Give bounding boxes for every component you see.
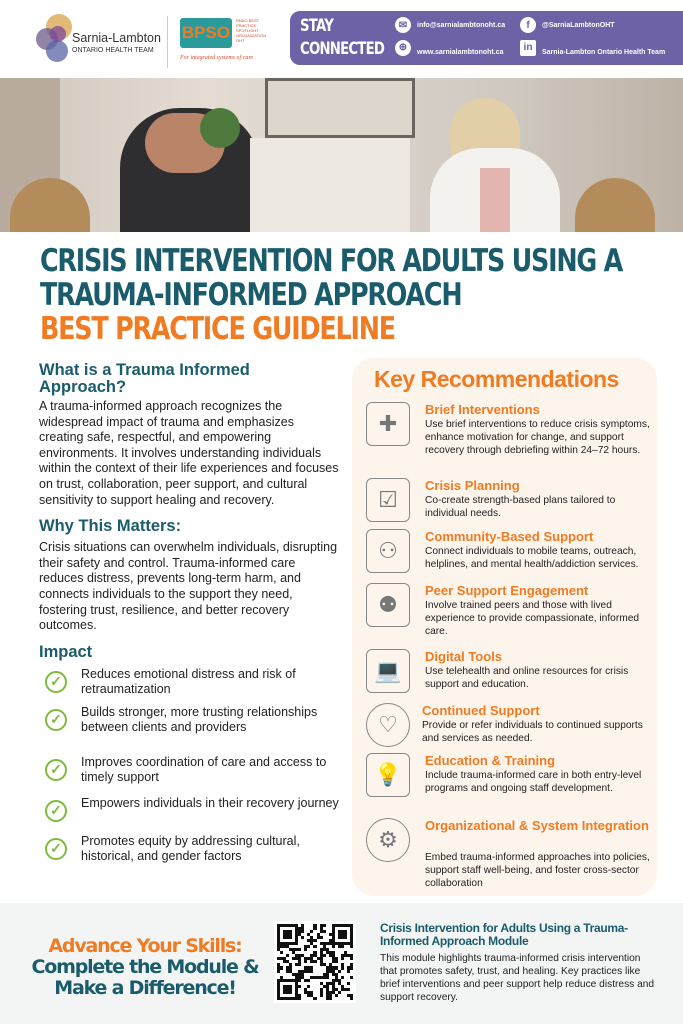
check-icon: ✓ bbox=[45, 838, 67, 860]
check-icon: ✓ bbox=[45, 759, 67, 781]
impact-item: ✓ Empowers individuals in their recovery journey bbox=[39, 796, 339, 834]
footer bbox=[0, 903, 683, 1024]
header bbox=[0, 0, 683, 78]
impact-item: ✓ Reduces emotional distress and risk of retraumatization bbox=[39, 667, 339, 705]
bpso-book-icon: BPSO bbox=[180, 18, 232, 48]
heart-hand-cycle-icon: ♡ bbox=[366, 703, 410, 747]
bpso-logo: BPSO RNAO BEST PRACTICE SPOTLIGHT ORGANIZATION OHT For integrated systems of care bbox=[180, 18, 267, 61]
recommendations-title: Key Recommendations bbox=[374, 366, 619, 392]
org-subtitle: ONTARIO HEALTH TEAM bbox=[72, 47, 154, 54]
linkedin-icon: in bbox=[520, 40, 536, 56]
what-text: A trauma-informed approach recognizes the widespread impact of trauma and emphasizes creating safe, respectful, and empowering environments. It involves understanding individuals within the context of their life experiences and focuses on trust, collaboration, peer support, and cultural sensitivity to support healing and recovery. bbox=[39, 399, 339, 507]
email-link[interactable]: ✉ info@sarnialambtonoht.ca bbox=[395, 17, 505, 33]
check-icon: ✓ bbox=[45, 671, 67, 693]
checklist-warning-icon: ☑ bbox=[366, 478, 410, 522]
org-name: Sarnia-Lambton bbox=[72, 31, 161, 45]
what-heading: What is a Trauma Informed Approach? bbox=[39, 361, 250, 396]
globe-icon: ⊕ bbox=[395, 40, 411, 56]
sarnia-lambton-logo bbox=[32, 14, 162, 66]
impact-heading: Impact bbox=[39, 642, 93, 661]
impact-item: ✓ Builds stronger, more trusting relationships between clients and providers bbox=[39, 705, 339, 755]
stay-connected-title: STAY CONNECTED bbox=[300, 16, 385, 59]
hero-photo bbox=[0, 78, 683, 232]
lightbulb-book-icon: 💡 bbox=[366, 753, 410, 797]
check-icon: ✓ bbox=[45, 800, 67, 822]
website-link[interactable]: ⊕ www.sarnialambtonoht.ca bbox=[395, 39, 503, 56]
page-title: CRISIS INTERVENTION FOR ADULTS USING A TRAUMA-INFORMED APPROACH BEST PRACTICE GUIDELINE bbox=[40, 243, 623, 347]
stay-connected-banner bbox=[290, 11, 683, 65]
email-icon: ✉ bbox=[395, 17, 411, 33]
divider bbox=[167, 16, 168, 68]
left-column bbox=[39, 362, 339, 865]
impact-item: ✓ Improves coordination of care and access to timely support bbox=[39, 755, 339, 796]
peers-icon: ⚉ bbox=[366, 583, 410, 627]
why-heading: Why This Matters: bbox=[39, 517, 182, 536]
impact-list bbox=[39, 667, 339, 865]
community-hands-icon: ⚇ bbox=[366, 529, 410, 573]
linkedin-link[interactable]: in Sarnia-Lambton Ontario Health Team bbox=[520, 39, 665, 56]
call-to-action: Advance Your Skills: Complete the Module & Make a Difference! bbox=[31, 935, 259, 999]
network-gears-icon: ⚙ bbox=[366, 818, 410, 862]
qr-code[interactable] bbox=[274, 921, 356, 1003]
telehealth-laptop-icon: 💻 bbox=[366, 649, 410, 693]
module-title: Crisis Intervention for Adults Using a Trauma-Informed Approach Module bbox=[380, 921, 628, 948]
check-icon: ✓ bbox=[45, 709, 67, 731]
key-recommendations-card: Key Recommendations ✚ Brief Interventions Use brief interventions to reduce crisis symptoms, enhance motivation for change, and support recovery through debriefing within 24–72 hours. ☑ Crisis Planning Co-create strength-based plans tailored to individual needs. ⚇ Community-Based Support Connect individuals to mobile teams, outreach, helplines, and mental health/addiction services. ⚉ Peer Support Engagement Involve trained peers and those with lived experience to provide compassionate, informed care. 💻 Digital Tools Use telehealth and online resources for crisis support and education. ♡ Continued Support Provide or refer individuals to continued supports and services as needed. 💡 Education & Training Include trauma-informed care in both entry-level programs and ongoing staff development. ⚙ Organizational & System Integration Embed trauma-informed approaches into policies, support staff well-being, and foster cross-sector collaboration bbox=[352, 358, 657, 896]
impact-item: ✓ Promotes equity by addressing cultural, historical, and gender factors bbox=[39, 834, 339, 865]
facebook-link[interactable]: f @SarniaLambtonOHT bbox=[520, 17, 615, 33]
why-text: Crisis situations can overwhelm individuals, disrupting their safety and control. Trauma-informed care reduces distress, prevents long-term harm, and connects individuals to the support they need, fostering trust, resilience, and better recovery outcomes. bbox=[39, 540, 338, 633]
clipboard-medical-icon: ✚ bbox=[366, 402, 410, 446]
module-description: This module highlights trauma-informed crisis intervention that promotes safety, trust, and healing. Key practices like brief interventions and peer support help reduce distress and support recovery. bbox=[380, 953, 655, 1003]
facebook-icon: f bbox=[520, 17, 536, 33]
